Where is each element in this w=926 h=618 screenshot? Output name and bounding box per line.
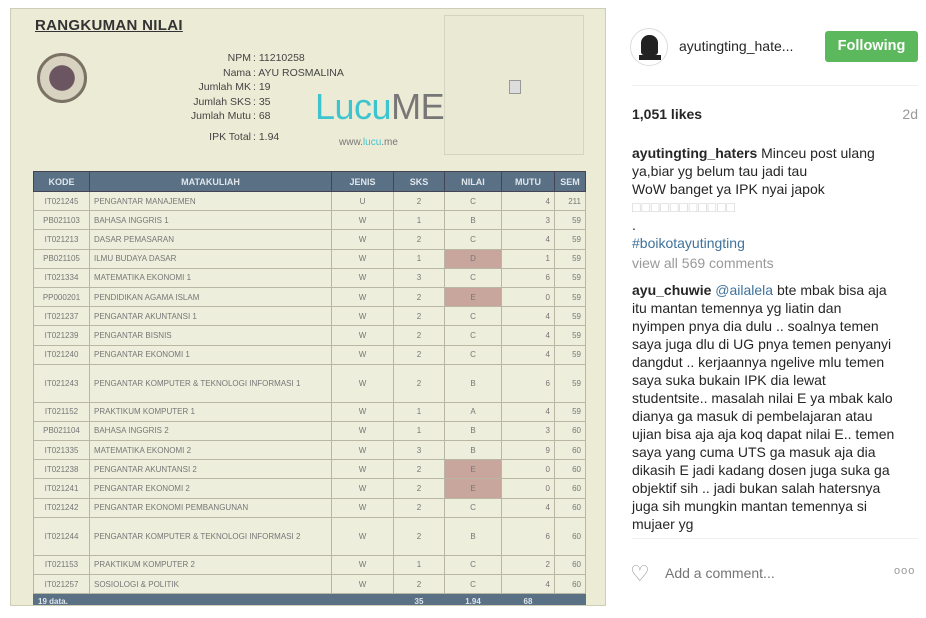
info-value: : 19 — [253, 81, 271, 93]
course-points: 1 — [502, 249, 555, 268]
post-photo — [10, 8, 606, 606]
course-type: W — [332, 364, 394, 402]
column-header: MUTU — [502, 172, 555, 192]
course-grade: E — [445, 479, 502, 498]
course-name: PRAKTIKUM KOMPUTER 1 — [90, 402, 332, 421]
course-code: IT021213 — [34, 230, 90, 249]
course-credits: 2 — [394, 287, 445, 306]
course-credits: 2 — [394, 460, 445, 479]
course-type: W — [332, 441, 394, 460]
column-header: KODE — [34, 172, 90, 192]
course-credits: 2 — [394, 345, 445, 364]
info-label: Jumlah SKS — [193, 95, 251, 108]
course-name: PENGANTAR AKUNTANSI 2 — [90, 460, 332, 479]
course-credits: 3 — [394, 268, 445, 287]
course-points: 4 — [502, 307, 555, 326]
footer-sks: 35 — [394, 594, 445, 606]
course-semester: 59 — [555, 326, 586, 345]
course-type: W — [332, 230, 394, 249]
course-name: BAHASA INGGRIS 2 — [90, 421, 332, 440]
table-row — [34, 211, 586, 230]
more-options-icon[interactable]: ooo — [894, 565, 916, 577]
course-semester: 59 — [555, 402, 586, 421]
comments-list — [632, 144, 918, 533]
course-semester: 59 — [555, 345, 586, 364]
course-points: 4 — [502, 498, 555, 517]
course-credits: 2 — [394, 307, 445, 326]
course-credits: 1 — [394, 402, 445, 421]
table-row — [34, 498, 586, 517]
course-semester: 60 — [555, 575, 586, 594]
course-credits: 2 — [394, 498, 445, 517]
avatar-figure — [641, 35, 658, 55]
course-type: W — [332, 268, 394, 287]
info-value: : 35 — [253, 95, 271, 108]
course-code: IT021241 — [34, 479, 90, 498]
course-type: W — [332, 517, 394, 555]
course-credits: 3 — [394, 441, 445, 460]
table-row — [34, 307, 586, 326]
hashtag-link[interactable]: #boikotayutingting — [632, 235, 745, 251]
comment-mention[interactable]: @ailalela — [715, 282, 774, 298]
course-grade: C — [445, 230, 502, 249]
course-grade: B — [445, 364, 502, 402]
grades-table — [33, 171, 586, 606]
table-row — [34, 421, 586, 440]
course-code: IT021335 — [34, 441, 90, 460]
course-grade: B — [445, 211, 502, 230]
course-grade: C — [445, 498, 502, 517]
course-grade: C — [445, 555, 502, 574]
course-type: W — [332, 307, 394, 326]
course-semester: 59 — [555, 287, 586, 306]
course-points: 4 — [502, 230, 555, 249]
caption — [632, 144, 918, 252]
course-grade: D — [445, 249, 502, 268]
course-semester: 59 — [555, 307, 586, 326]
course-code: IT021237 — [34, 307, 90, 326]
like-heart-icon[interactable]: ♡ — [630, 561, 650, 586]
student-info — [141, 51, 344, 144]
footer-ipk: 1.94 — [445, 594, 502, 606]
course-grade: C — [445, 575, 502, 594]
course-grade: B — [445, 517, 502, 555]
course-code: IT021244 — [34, 517, 90, 555]
course-code: PB021105 — [34, 249, 90, 268]
course-code: IT021242 — [34, 498, 90, 517]
course-code: IT021240 — [34, 345, 90, 364]
course-points: 0 — [502, 479, 555, 498]
course-type: W — [332, 402, 394, 421]
avatar-label — [639, 55, 661, 60]
watermark-b: ME — [391, 86, 445, 127]
course-credits: 1 — [394, 555, 445, 574]
course-semester: 60 — [555, 517, 586, 555]
course-name: PENGANTAR KOMPUTER & TEKNOLOGI INFORMASI 1 — [90, 364, 332, 402]
course-grade: E — [445, 287, 502, 306]
course-points: 2 — [502, 555, 555, 574]
table-row — [34, 517, 586, 555]
course-type: W — [332, 555, 394, 574]
following-button[interactable]: Following — [825, 31, 918, 62]
course-code: IT021152 — [34, 402, 90, 421]
table-row — [34, 555, 586, 574]
caption-dot: . — [632, 217, 636, 233]
course-semester: 59 — [555, 268, 586, 287]
course-code: IT021334 — [34, 268, 90, 287]
course-grade: C — [445, 268, 502, 287]
course-type: W — [332, 479, 394, 498]
course-credits: 2 — [394, 192, 445, 211]
course-type: W — [332, 421, 394, 440]
course-points: 4 — [502, 326, 555, 345]
table-row — [34, 364, 586, 402]
course-type: W — [332, 575, 394, 594]
course-points: 6 — [502, 517, 555, 555]
course-points: 6 — [502, 364, 555, 402]
likes-count[interactable]: 1,051 likes — [632, 106, 703, 122]
course-type: W — [332, 498, 394, 517]
course-code: IT021238 — [34, 460, 90, 479]
course-type: W — [332, 460, 394, 479]
divider — [632, 85, 918, 86]
course-points: 4 — [502, 192, 555, 211]
course-points: 4 — [502, 345, 555, 364]
course-name: PENGANTAR EKONOMI 2 — [90, 479, 332, 498]
course-points: 3 — [502, 211, 555, 230]
table-row — [34, 268, 586, 287]
course-points: 4 — [502, 402, 555, 421]
caption-text: Minceu post ulang ya,biar yg belum tau jadi tau — [632, 145, 875, 179]
comment-text: bte mbak bisa aja itu mantan temennya yg liatin dan nyimpen pnya dia dulu .. soalnya temen saya juga dlu di UG pnya temen penyanyi dangdut .. kerjaannya ngelive mlu temen saya suka bukain IPK dia lewat studentsite.. masalah nilai E ya mbak kalo dianya ga masuk di pembelajaran atau ujian bisa aja aja koq dapat nilai E.. temen saya yang cuma UTS ga masuk aja dia dikasih E jadi kadang dosen juga suka ga objektif sih .. jadi bukan salah hatersnya juga sih mungkin mantan temennya si mujaer yg — [632, 282, 895, 532]
course-name: ILMU BUDAYA DASAR — [90, 249, 332, 268]
course-type: W — [332, 345, 394, 364]
url-pre: www. — [339, 137, 363, 148]
course-points: 0 — [502, 460, 555, 479]
post-side-panel — [610, 0, 926, 618]
course-grade: C — [445, 307, 502, 326]
watermark-url — [339, 137, 398, 148]
column-header: SEM — [555, 172, 586, 192]
course-type: W — [332, 326, 394, 345]
table-row — [34, 326, 586, 345]
course-name: PRAKTIKUM KOMPUTER 2 — [90, 555, 332, 574]
course-credits: 1 — [394, 249, 445, 268]
course-grade: C — [445, 326, 502, 345]
course-code: PB021104 — [34, 421, 90, 440]
course-credits: 2 — [394, 230, 445, 249]
info-value: : 11210258 — [253, 52, 305, 64]
course-name: PENGANTAR MANAJEMEN — [90, 192, 332, 211]
course-grade: E — [445, 460, 502, 479]
course-grade: B — [445, 421, 502, 440]
course-semester: 60 — [555, 460, 586, 479]
table-row — [34, 249, 586, 268]
table-row — [34, 345, 586, 364]
info-value: : 68 — [253, 110, 271, 122]
course-credits: 2 — [394, 364, 445, 402]
course-points: 6 — [502, 268, 555, 287]
caption-line2: WoW banget ya IPK nyai japok — [632, 181, 825, 197]
course-type: W — [332, 287, 394, 306]
table-row — [34, 230, 586, 249]
column-header: SKS — [394, 172, 445, 192]
course-semester: 60 — [555, 441, 586, 460]
post-age[interactable]: 2d — [902, 106, 918, 122]
table-row — [34, 460, 586, 479]
course-code: IT021153 — [34, 555, 90, 574]
course-credits: 2 — [394, 479, 445, 498]
course-name: SOSIOLOGI & POLITIK — [90, 575, 332, 594]
table-row — [34, 402, 586, 421]
course-name: MATEMATIKA EKONOMI 1 — [90, 268, 332, 287]
course-name: PENGANTAR KOMPUTER & TEKNOLOGI INFORMASI 2 — [90, 517, 332, 555]
table-row — [34, 575, 586, 594]
ipk-label: IPK Total — [209, 130, 251, 143]
course-points: 0 — [502, 287, 555, 306]
username-link[interactable]: ayutingting_hate... — [679, 38, 794, 54]
course-credits: 2 — [394, 517, 445, 555]
info-label: Jumlah Mutu — [190, 110, 251, 122]
info-label: NPM — [227, 52, 251, 64]
course-grade: A — [445, 402, 502, 421]
course-semester: 60 — [555, 498, 586, 517]
course-points: 3 — [502, 421, 555, 440]
url-post: .me — [381, 137, 398, 148]
course-type: W — [332, 211, 394, 230]
column-header: JENIS — [332, 172, 394, 192]
table-row — [34, 287, 586, 306]
university-seal — [37, 53, 87, 103]
view-all-comments-link[interactable]: view all 569 comments — [632, 255, 774, 271]
table-row — [34, 479, 586, 498]
url-mid: lucu — [362, 137, 382, 148]
course-credits: 1 — [394, 211, 445, 230]
course-name: PENGANTAR BISNIS — [90, 326, 332, 345]
course-code: IT021239 — [34, 326, 90, 345]
course-semester: 60 — [555, 555, 586, 574]
course-code: IT021245 — [34, 192, 90, 211]
course-code: IT021257 — [34, 575, 90, 594]
divider — [632, 538, 918, 539]
course-points: 9 — [502, 441, 555, 460]
table-row — [34, 441, 586, 460]
info-label: Jumlah MK — [198, 81, 251, 93]
course-semester: 211 — [555, 192, 586, 211]
course-semester: 60 — [555, 421, 586, 440]
course-semester: 59 — [555, 364, 586, 402]
course-name: MATEMATIKA EKONOMI 2 — [90, 441, 332, 460]
broken-image-icon — [509, 80, 521, 94]
photo-title: RANGKUMAN NILAI — [35, 17, 183, 34]
course-code: PB021103 — [34, 211, 90, 230]
info-value: : AYU ROSMALINA — [253, 66, 344, 79]
course-grade: C — [445, 192, 502, 211]
course-name: PENGANTAR EKONOMI 1 — [90, 345, 332, 364]
table-row — [34, 192, 586, 211]
column-header: MATAKULIAH — [90, 172, 332, 192]
comment — [632, 281, 898, 533]
footer-count: 19 data. — [34, 594, 394, 606]
avatar[interactable] — [630, 28, 668, 66]
course-grade: C — [445, 345, 502, 364]
info-label: Nama — [222, 66, 251, 79]
watermark-a: Lucu — [315, 86, 392, 127]
column-header: NILAI — [445, 172, 502, 192]
course-name: BAHASA INGGRIS 1 — [90, 211, 332, 230]
course-semester: 60 — [555, 479, 586, 498]
course-code: PP000201 — [34, 287, 90, 306]
course-name: DASAR PEMASARAN — [90, 230, 332, 249]
footer-mutu: 68 — [502, 594, 555, 606]
course-semester: 59 — [555, 230, 586, 249]
caption-username[interactable]: ayutingting_haters — [632, 145, 758, 161]
course-type: W — [332, 249, 394, 268]
add-comment-input[interactable] — [665, 565, 846, 581]
watermark-logo — [315, 86, 445, 127]
footer-empty — [555, 594, 586, 606]
course-credits: 2 — [394, 326, 445, 345]
course-credits: 2 — [394, 575, 445, 594]
course-name: PENGANTAR AKUNTANSI 1 — [90, 307, 332, 326]
course-semester: 59 — [555, 211, 586, 230]
course-credits: 1 — [394, 421, 445, 440]
course-grade: B — [445, 441, 502, 460]
course-semester: 59 — [555, 249, 586, 268]
ipk-value: : 1.94 — [253, 130, 280, 143]
course-name: PENDIDIKAN AGAMA ISLAM — [90, 287, 332, 306]
course-code: IT021243 — [34, 364, 90, 402]
comment-username[interactable]: ayu_chuwie — [632, 282, 712, 298]
course-type: U — [332, 192, 394, 211]
course-points: 4 — [502, 575, 555, 594]
emoji-boxes: □□□□□□□□□□□ — [632, 199, 737, 215]
course-name: PENGANTAR EKONOMI PEMBANGUNAN — [90, 498, 332, 517]
student-photo-frame — [444, 15, 584, 155]
